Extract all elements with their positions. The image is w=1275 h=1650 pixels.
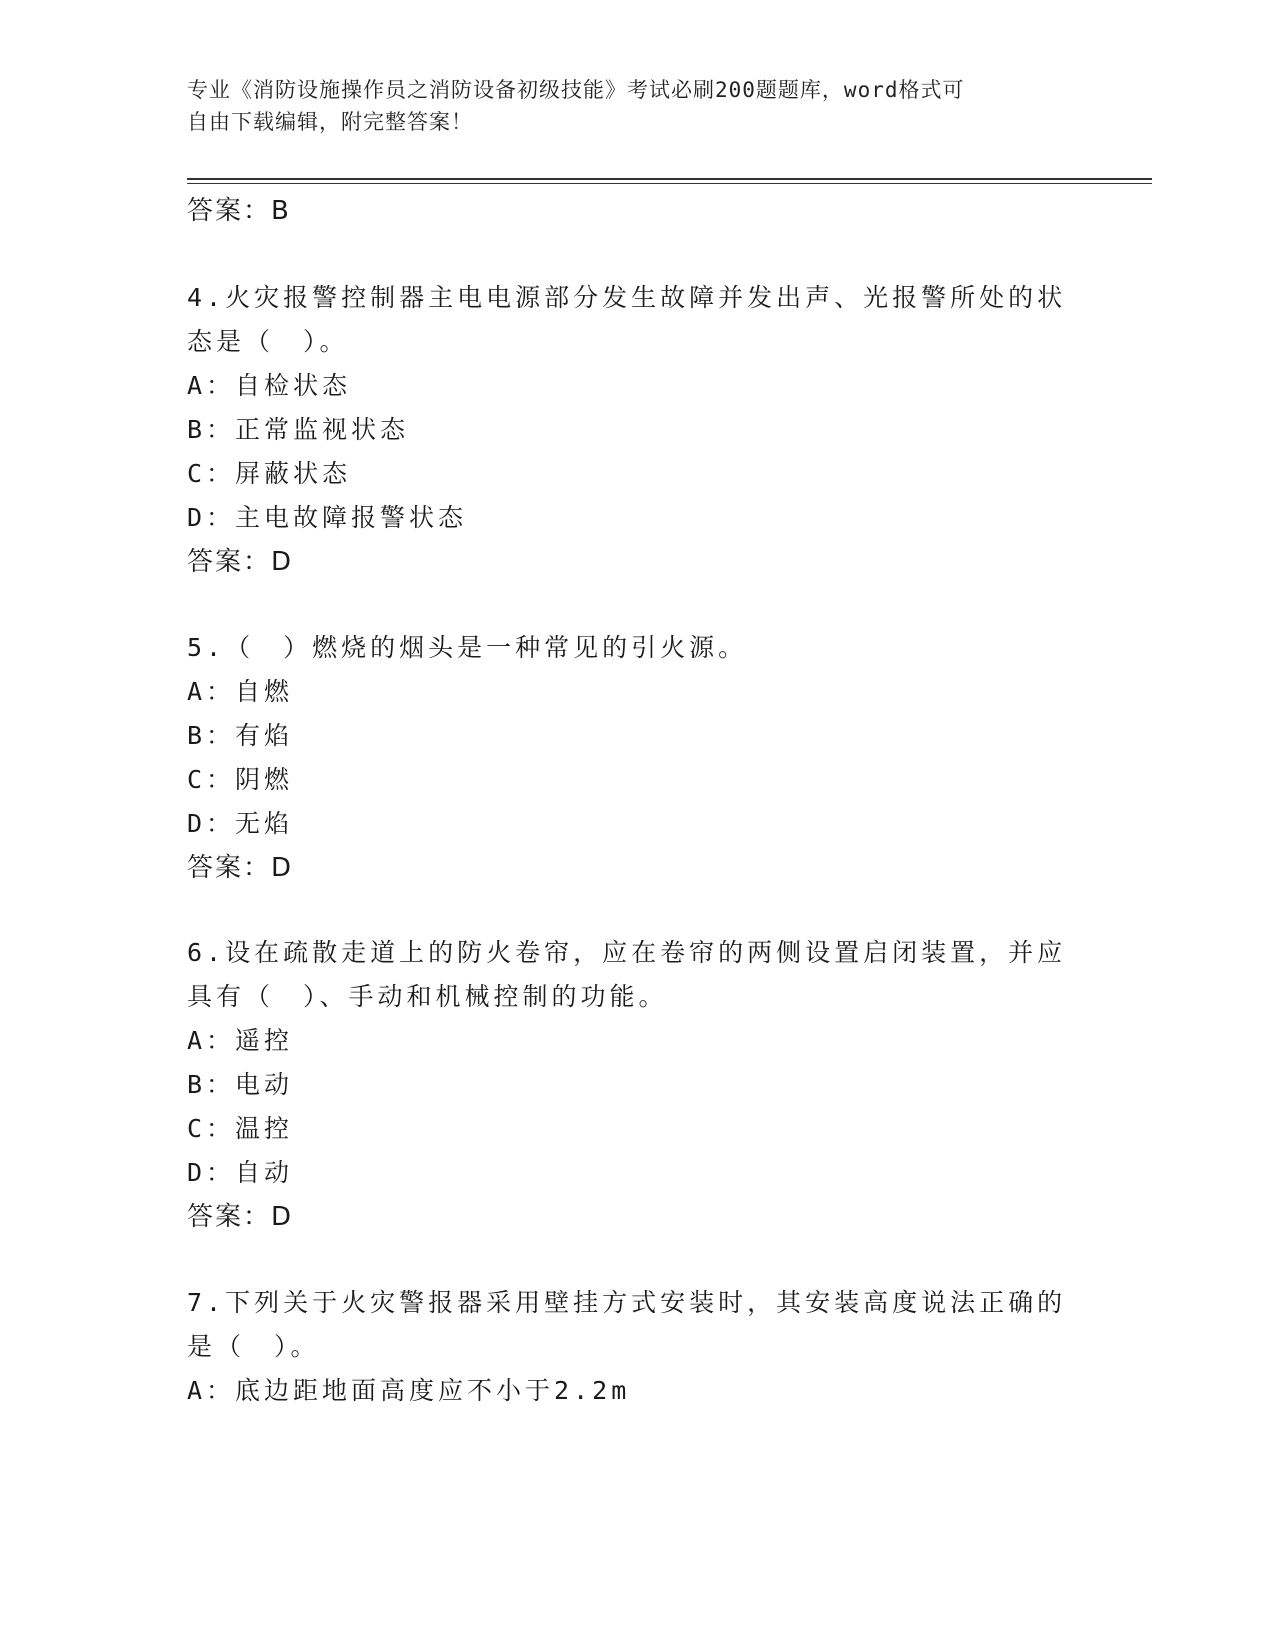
question-6-stem-line-2: 具有（ ）、手动和机械控制的功能。 bbox=[187, 982, 668, 1011]
previous-answer: 答案：B bbox=[187, 196, 291, 226]
question-6-option-b: B：电动 bbox=[187, 1070, 294, 1099]
question-4-option-c: C：屏蔽状态 bbox=[187, 459, 352, 488]
document-header bbox=[187, 74, 1067, 138]
header-line-2: 自由下载编辑，附完整答案！ bbox=[187, 110, 473, 134]
header-rule-thick bbox=[187, 178, 1152, 180]
question-4-stem-line-1: 4.火灾报警控制器主电电源部分发生故障并发出声、光报警所处的状 bbox=[187, 283, 1067, 312]
question-7-stem-line-1: 7.下列关于火灾警报器采用壁挂方式安装时，其安装高度说法正确的 bbox=[187, 1288, 1067, 1317]
question-5-option-d: D：无焰 bbox=[187, 809, 294, 838]
question-5-stem-line-1: 5.（ ）燃烧的烟头是一种常见的引火源。 bbox=[187, 633, 748, 662]
question-5-answer: 答案：D bbox=[187, 853, 294, 883]
header-rule-thin bbox=[187, 183, 1152, 184]
question-6-answer: 答案：D bbox=[187, 1202, 294, 1232]
header-line-1: 专业《消防设施操作员之消防设备初级技能》考试必刷200题题库，word格式可 bbox=[187, 78, 965, 102]
question-7-stem-line-2: 是（ ）。 bbox=[187, 1332, 320, 1361]
question-5-option-c: C：阴燃 bbox=[187, 765, 294, 794]
question-5-option-b: B：有焰 bbox=[187, 721, 294, 750]
question-4-stem-line-2: 态是（ ）。 bbox=[187, 327, 349, 356]
question-4-option-b: B：正常监视状态 bbox=[187, 415, 410, 444]
question-4-option-a: A：自检状态 bbox=[187, 371, 352, 400]
question-4-option-d: D：主电故障报警状态 bbox=[187, 503, 468, 532]
question-6-option-a: A：遥控 bbox=[187, 1026, 294, 1055]
question-6-option-d: D：自动 bbox=[187, 1158, 294, 1187]
question-6-stem-line-1: 6.设在疏散走道上的防火卷帘，应在卷帘的两侧设置启闭装置，并应 bbox=[187, 938, 1067, 967]
question-7-option-a: A：底边距地面高度应不小于2.2m bbox=[187, 1376, 631, 1405]
question-4-answer: 答案：D bbox=[187, 547, 294, 577]
question-5-option-a: A：自燃 bbox=[187, 677, 294, 706]
question-6-option-c: C：温控 bbox=[187, 1114, 294, 1143]
